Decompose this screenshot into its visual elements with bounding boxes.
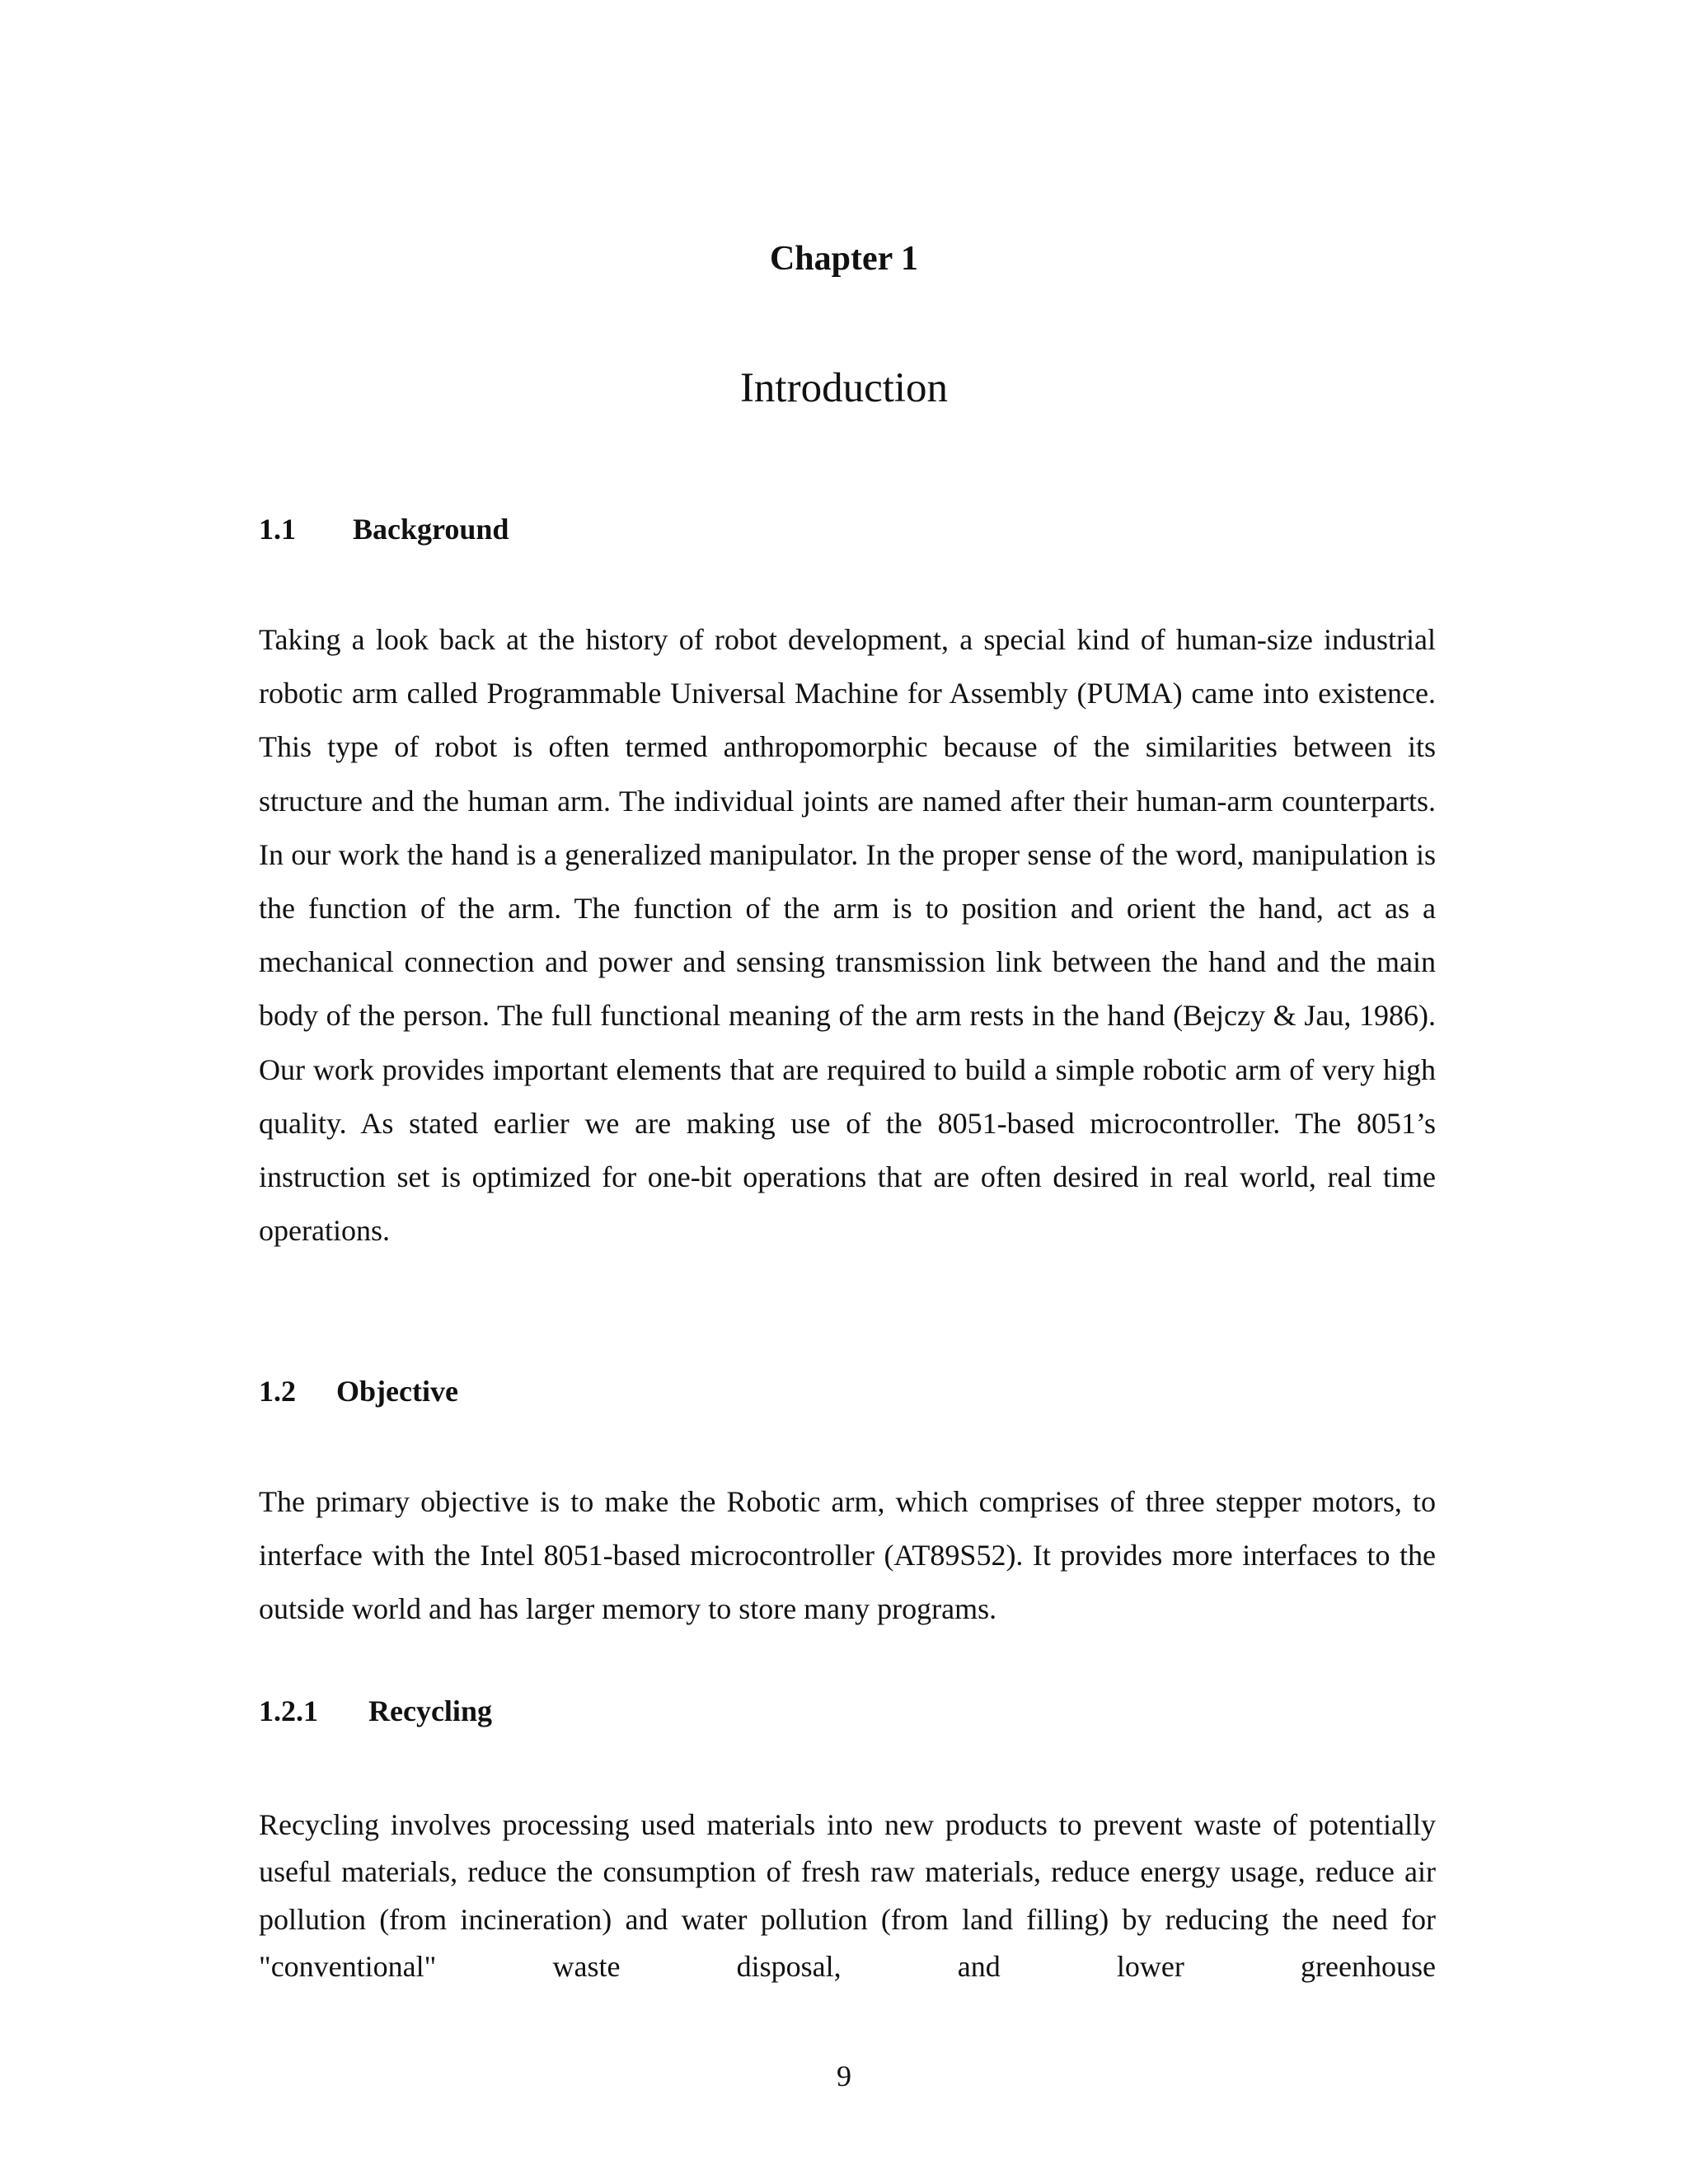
subsection-heading-recycling xyxy=(259,1693,492,1729)
recycling-paragraph: Recycling involves processing used materials into new products to prevent waste of potentially useful materials, reduce the consumption of fresh raw materials, reduce energy usage, reduce air pollution (from incineration) and water pollution (from land filling) by reducing the need for "conventional" waste disposal, and lower greenhouse xyxy=(259,1808,1436,1984)
section-heading-background xyxy=(259,511,509,547)
section-number: 1.2.1 xyxy=(259,1694,318,1727)
objective-paragraph: The primary objective is to make the Robotic arm, which comprises of three stepper motors, to interface with the Intel 8051-based microcontroller (AT89S52). It provides more interfaces to the outside world and has larger memory to store many programs. xyxy=(259,1485,1436,1626)
section-title: Background xyxy=(353,513,509,546)
section-heading-objective xyxy=(259,1373,458,1409)
section-title: Objective xyxy=(336,1375,458,1408)
section-number: 1.2 xyxy=(259,1375,296,1408)
chapter-title: Introduction xyxy=(739,365,949,411)
section-title: Recycling xyxy=(368,1694,492,1727)
section-number: 1.1 xyxy=(259,513,296,546)
background-paragraph: Taking a look back at the history of robot development, a special kind of human-size industrial robotic arm called Programmable Universal Machine for Assembly (PUMA) came into existence. This type of robot is often termed anthropomorphic because of the similarities between its structure and the human arm. The individual joints are named after their human-arm counterparts. In our work the hand is a generalized manipulator. In the proper sense of the word, manipulation is the function of the arm. The function of the arm is to position and orient the hand, act as a mechanical connection and power and sensing transmission link between the hand and the main body of the person. The full functional meaning of the arm rests in the hand (Bejczy & Jau, 1986). Our work provides important elements that are required to build a simple robotic arm of very high quality. As stated earlier we are making use of the 8051-based microcontroller. The 8051’s instruction set is optimized for one-bit operations that are often desired in real world, real time operations. xyxy=(259,623,1436,1248)
chapter-label: Chapter 1 xyxy=(769,240,919,278)
page-number: 9 xyxy=(837,2060,851,2093)
